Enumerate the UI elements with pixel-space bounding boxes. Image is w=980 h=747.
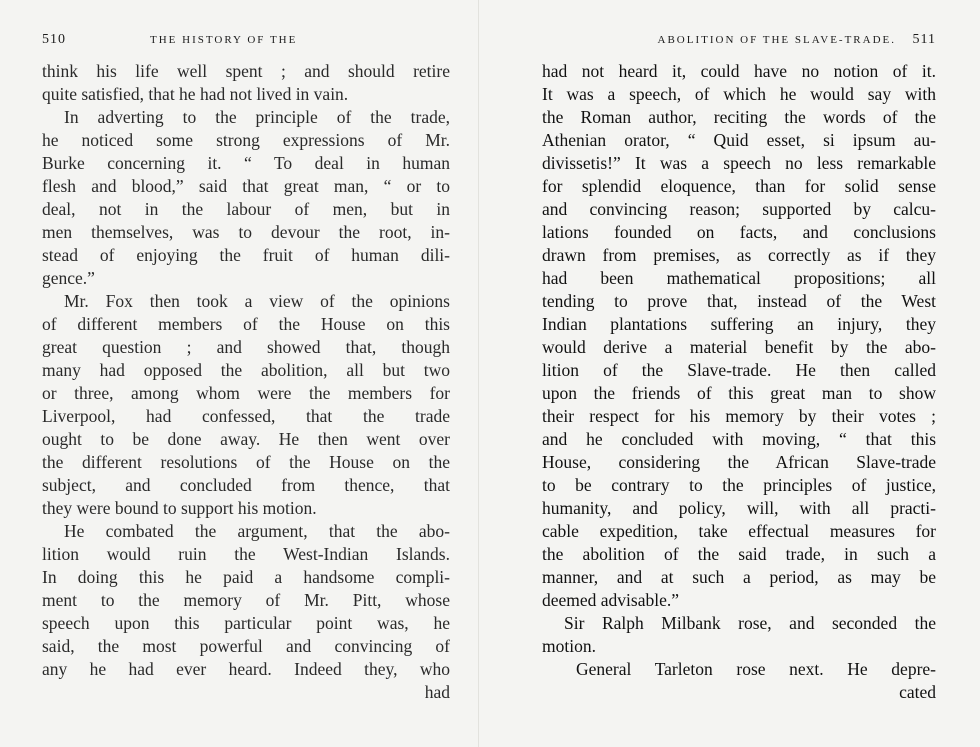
text-line: tending to prove that, instead of the West — [542, 291, 936, 311]
text-line: lition would ruin the West-Indian Islands. — [42, 544, 450, 564]
catchword: cated — [899, 682, 936, 702]
text-line: subject, and concluded from thence, that — [42, 475, 450, 495]
text-line: of different members of the House on this — [42, 314, 450, 334]
text-line: It was a speech, of which he would say with — [542, 84, 936, 104]
text-line: flesh and blood,” said that great man, “ or to — [42, 176, 450, 196]
text-line: Sir Ralph Milbank rose, and seconded the — [564, 613, 936, 633]
text-line: the Roman author, reciting the words of the — [542, 107, 936, 127]
text-line: lition of the Slave-trade. He then called — [542, 360, 936, 380]
text-line: the abolition of the said trade, in such a — [542, 544, 936, 564]
text-line: humanity, and policy, will, with all practi- — [542, 498, 936, 518]
text-line: gence.” — [42, 268, 95, 288]
right-page — [478, 0, 980, 747]
text-line: Burke concerning it. “ To deal in human — [42, 153, 450, 173]
text-line: stead of enjoying the fruit of human dili- — [42, 245, 450, 265]
text-line: speech upon this particular point was, he — [42, 613, 450, 633]
right-page-number: 511 — [912, 32, 936, 47]
text-line: deemed advisable.” — [542, 590, 680, 610]
right-page-header — [542, 34, 936, 56]
text-line: ought to be done away. He then went over — [42, 429, 450, 449]
text-line: General Tarleton rose next. He depre- — [576, 659, 936, 679]
text-line: drawn from premises, as correctly as if they — [542, 245, 936, 265]
left-page-text — [42, 60, 450, 704]
text-line: he noticed some strong expressions of Mr. — [42, 130, 450, 150]
left-running-head: THE HISTORY OF THE — [150, 34, 298, 46]
left-page — [0, 0, 478, 747]
text-line: lations founded on facts, and conclusions — [542, 222, 936, 242]
catchword: had — [424, 682, 450, 702]
text-line: many had opposed the abolition, all but two — [42, 360, 450, 380]
text-line: ment to the memory of Mr. Pitt, whose — [42, 590, 450, 610]
text-line: and he concluded with moving, “ that this — [542, 429, 936, 449]
text-line: they were bound to support his motion. — [42, 498, 317, 518]
right-page-text — [542, 60, 936, 704]
left-page-number: 510 — [42, 32, 66, 47]
text-line: divissetis!” It was a speech no less remarkable — [542, 153, 936, 173]
text-line: the different resolutions of the House on the — [42, 452, 450, 472]
text-line: Indian plantations suffering an injury, they — [542, 314, 936, 334]
text-line: motion. — [542, 636, 596, 656]
text-line: for splendid eloquence, than for solid sense — [542, 176, 936, 196]
text-line: cable expedition, take effectual measures for — [542, 521, 936, 541]
text-line: think his life well spent ; and should retire — [42, 61, 450, 81]
text-line: deal, not in the labour of men, but in — [42, 199, 450, 219]
text-line: upon the friends of this great man to show — [542, 383, 936, 403]
text-line: He combated the argument, that the abo- — [64, 521, 450, 541]
text-line: great question ; and showed that, though — [42, 337, 450, 357]
text-line: had not heard it, could have no notion of it. — [542, 61, 936, 81]
right-running-head: ABOLITION OF THE SLAVE-TRADE. — [657, 34, 896, 46]
text-line: and convincing reason; supported by calcu- — [542, 199, 936, 219]
text-line: their respect for his memory by their votes ; — [542, 406, 936, 426]
text-line: any he had ever heard. Indeed they, who — [42, 659, 450, 679]
text-line: had been mathematical propositions; all — [542, 268, 936, 288]
text-line: In doing this he paid a handsome compli- — [42, 567, 450, 587]
text-line: House, considering the African Slave-trade — [542, 452, 936, 472]
text-line: to be contrary to the principles of justice, — [542, 475, 936, 495]
text-line: Athenian orator, “ Quid esset, si ipsum au- — [542, 130, 936, 150]
text-line: or three, among whom were the members for — [42, 383, 450, 403]
text-line: Mr. Fox then took a view of the opinions — [64, 291, 450, 311]
text-line: would derive a material benefit by the abo- — [542, 337, 936, 357]
text-line: men themselves, was to devour the root, in- — [42, 222, 450, 242]
text-line: Liverpool, had confessed, that the trade — [42, 406, 450, 426]
text-line: quite satisfied, that he had not lived in vain. — [42, 84, 349, 104]
left-page-header — [42, 34, 450, 56]
text-line: In adverting to the principle of the trade, — [64, 107, 450, 127]
text-line: said, the most powerful and convincing of — [42, 636, 450, 656]
text-line: manner, and at such a period, as may be — [542, 567, 936, 587]
